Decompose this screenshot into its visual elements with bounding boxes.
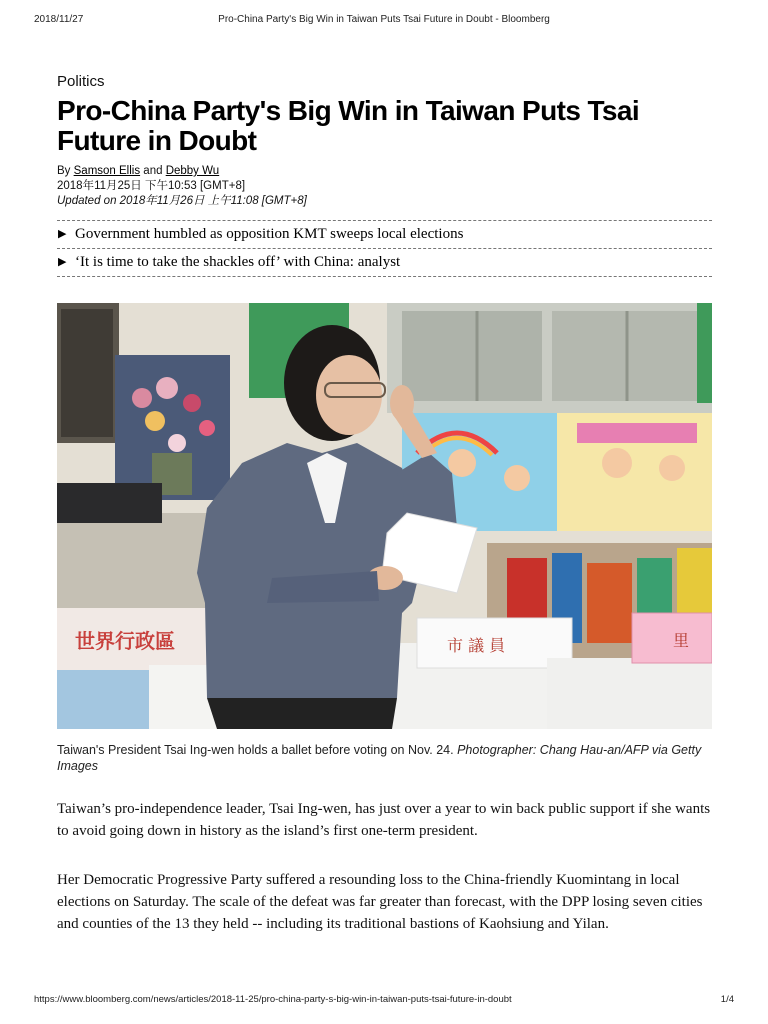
caption-text: Taiwan's President Tsai Ing-wen holds a ballet before voting on Nov. 24.	[57, 743, 454, 757]
summary-bullet-text: ‘It is time to take the shackles off’ with China: analyst	[75, 254, 401, 270]
print-url: https://www.bloomberg.com/news/articles/2018-11-25/pro-china-party-s-big-win-in-taiwan-puts-tsai-future-in-doubt	[34, 994, 512, 1005]
triangle-right-icon: ▶	[58, 228, 67, 240]
print-page-title: Pro-China Party's Big Win in Taiwan Puts Tsai Future in Doubt - Bloomberg	[218, 14, 550, 25]
article-paragraph: Taiwan’s pro-independence leader, Tsai Ing-wen, has just over a year to win back public support if she wants to avoid going down in history as the island’s first one-term president.	[57, 801, 711, 839]
photo-sign-mid-text: 市 議 員	[447, 636, 506, 655]
section-label[interactable]: Politics	[57, 73, 105, 90]
photo-sign-left-text: 世界行政區	[75, 629, 175, 653]
photo-credit: Photographer: Chang Hau-an/AFP via Getty Images	[57, 743, 702, 773]
summary-bullet	[57, 249, 712, 277]
author-link-debby-wu[interactable]: Debby Wu	[165, 165, 220, 177]
summary-bullets	[57, 220, 712, 277]
byline	[57, 164, 712, 179]
author-link-samson-ellis[interactable]: Samson Ellis	[73, 165, 141, 177]
lead-photo-illustration	[57, 303, 712, 729]
byline-conjunction: and	[143, 165, 163, 177]
lead-photo	[57, 303, 712, 729]
summary-bullet-text: Government humbled as opposition KMT sweeps local elections	[75, 226, 464, 242]
print-header	[34, 14, 734, 30]
byline-prefix: By	[57, 165, 71, 177]
published-date: 2018年11月25日 下午10:53 [GMT+8]	[57, 180, 246, 192]
updated-date: Updated on 2018年11月26日 上午11:08 [GMT+8]	[57, 195, 307, 207]
photo-sign-right-text: 里	[673, 631, 690, 650]
summary-bullet	[57, 221, 712, 249]
print-date: 2018/11/27	[34, 14, 84, 25]
headline: Pro-China Party's Big Win in Taiwan Puts Tsai Future in Doubt	[57, 95, 640, 156]
article	[57, 72, 712, 950]
page-number: 1/4	[720, 994, 734, 1005]
photo-caption	[57, 742, 712, 774]
article-paragraph: Her Democratic Progressive Party suffered a resounding loss to the China-friendly Kuomintang in local elections on Saturday. The scale of the defeat was far greater than forecast, with the DPP losing seven cities and counties of the 13 they held -- including its traditional bastions of Kaohsiung and Yilan.	[57, 872, 703, 932]
print-footer	[34, 994, 734, 1008]
triangle-right-icon: ▶	[58, 256, 67, 268]
